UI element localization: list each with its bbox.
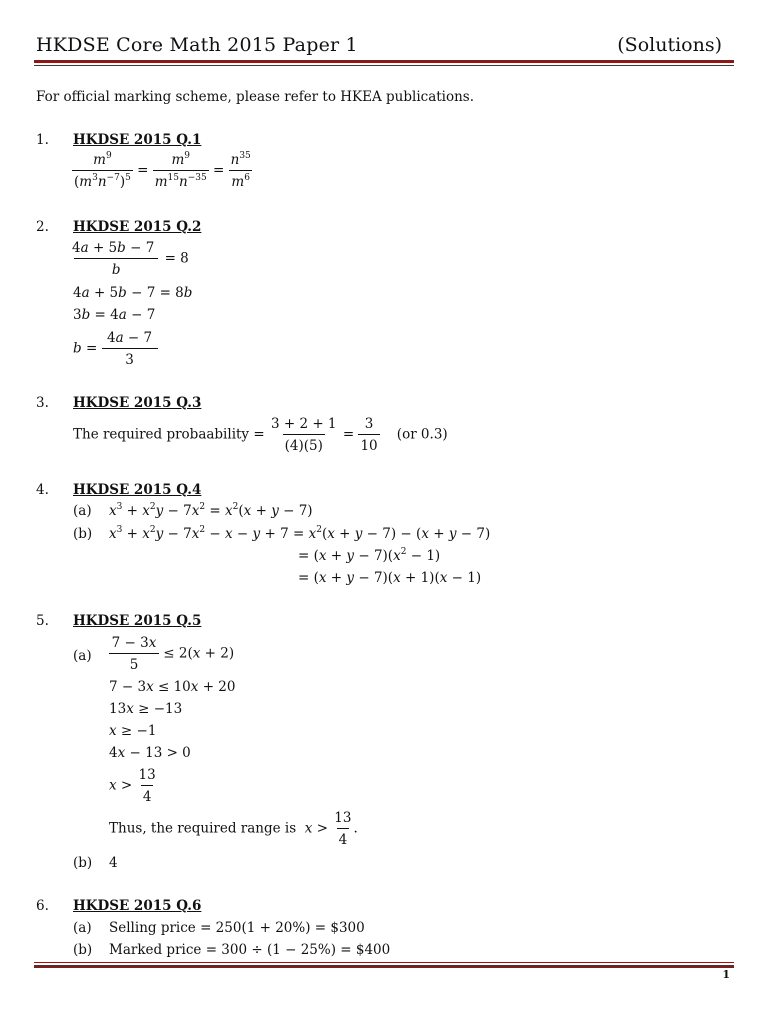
- question-number: 1.: [36, 132, 49, 148]
- part-b-label: (b): [73, 855, 93, 871]
- question-number: 6.: [36, 898, 49, 914]
- q6b-line: [109, 942, 390, 958]
- question-number: 5.: [36, 613, 49, 629]
- q5a-step-1: $\frac{7 - 3x}{5}$ ≤ 2(x + 2): [109, 635, 234, 673]
- question-title: HKDSE 2015 Q.6: [73, 898, 202, 914]
- q6b-label: Marked price: [109, 942, 202, 958]
- question-title: HKDSE 2015 Q.3: [73, 395, 202, 411]
- q6a-expr: = 250(1 + 20%) = $300: [200, 920, 365, 936]
- q2-step-2: 4a + 5b − 7 = 8b: [73, 285, 193, 301]
- q5b-answer: 4: [109, 855, 118, 871]
- q4b-line-1: $x^3 + x^2y - 7x^2 - x - y + 7 = x^2(x + y - 7) - (x + y - 7)$: [109, 525, 491, 542]
- q5a-step-6: x > $\frac{13}{4}$: [109, 767, 156, 805]
- q2-step-4: b = $\frac{4a - 7}{3}$: [73, 330, 158, 368]
- q2-step-1: $\frac{4a + 5b - 7}{b}$ = 8: [72, 240, 189, 278]
- q4b-line-3: = (x + y − 7)(x + 1)(x − 1): [298, 570, 482, 586]
- q6a-label: Selling price: [109, 920, 196, 936]
- q4a-equation: $x^3 + x^2y - 7x^2 = x^2(x + y - 7)$: [109, 502, 313, 519]
- footer-rule: [34, 962, 734, 968]
- q1-equation: $\frac{m^9}{(m^3n^{-7})^5}$ = $\frac{m^9}{m^{15}n^{-35}}$ = $\frac{n^{35}}{m^6}$: [74, 151, 251, 190]
- q5-range-text: Thus, the required range is: [109, 820, 297, 837]
- part-a-label: (a): [73, 503, 92, 519]
- q5a-step-3: 13x ≥ −13: [109, 701, 183, 717]
- q5a-conclusion: Thus, the required range is x > $\frac{13}{4}$ .: [109, 810, 358, 848]
- q5a-step-5: 4x − 13 > 0: [109, 745, 191, 761]
- header-rule: [34, 60, 734, 66]
- q3-equation: The required probaability = $\frac{3 + 2 + 1}{(4)(5)}$ = $\frac{3}{10}$ (or 0.3): [73, 416, 448, 454]
- question-number: 2.: [36, 219, 49, 235]
- q6a-line: [109, 920, 365, 936]
- q3-prefix: The required probaability: [73, 426, 250, 443]
- page-number: 1: [722, 968, 730, 981]
- question-number: 4.: [36, 482, 49, 498]
- part-a-label: (a): [73, 920, 92, 936]
- q5a-step-4: x ≥ −1: [109, 723, 157, 739]
- solutions-label: (Solutions): [617, 34, 722, 56]
- question-title: HKDSE 2015 Q.4: [73, 482, 202, 498]
- intro-note: For official marking scheme, please refer to HKEA publications.: [36, 89, 475, 105]
- q5a-step-2: 7 − 3x ≤ 10x + 20: [109, 679, 236, 695]
- q6b-expr: = 300 ÷ (1 − 25%) = $400: [205, 942, 391, 958]
- part-b-label: (b): [73, 942, 93, 958]
- document-title: HKDSE Core Math 2015 Paper 1: [36, 34, 358, 56]
- question-number: 3.: [36, 395, 49, 411]
- question-title: HKDSE 2015 Q.5: [73, 613, 202, 629]
- question-title: HKDSE 2015 Q.1: [73, 132, 202, 148]
- part-a-label: (a): [73, 648, 92, 664]
- q3-alternative: (or 0.3): [396, 426, 448, 443]
- q2-step-3: 3b = 4a − 7: [73, 307, 156, 323]
- part-b-label: (b): [73, 526, 93, 542]
- question-title: HKDSE 2015 Q.2: [73, 219, 202, 235]
- q4b-line-2: = $(x + y - 7)(x^2 - 1)$: [298, 547, 441, 564]
